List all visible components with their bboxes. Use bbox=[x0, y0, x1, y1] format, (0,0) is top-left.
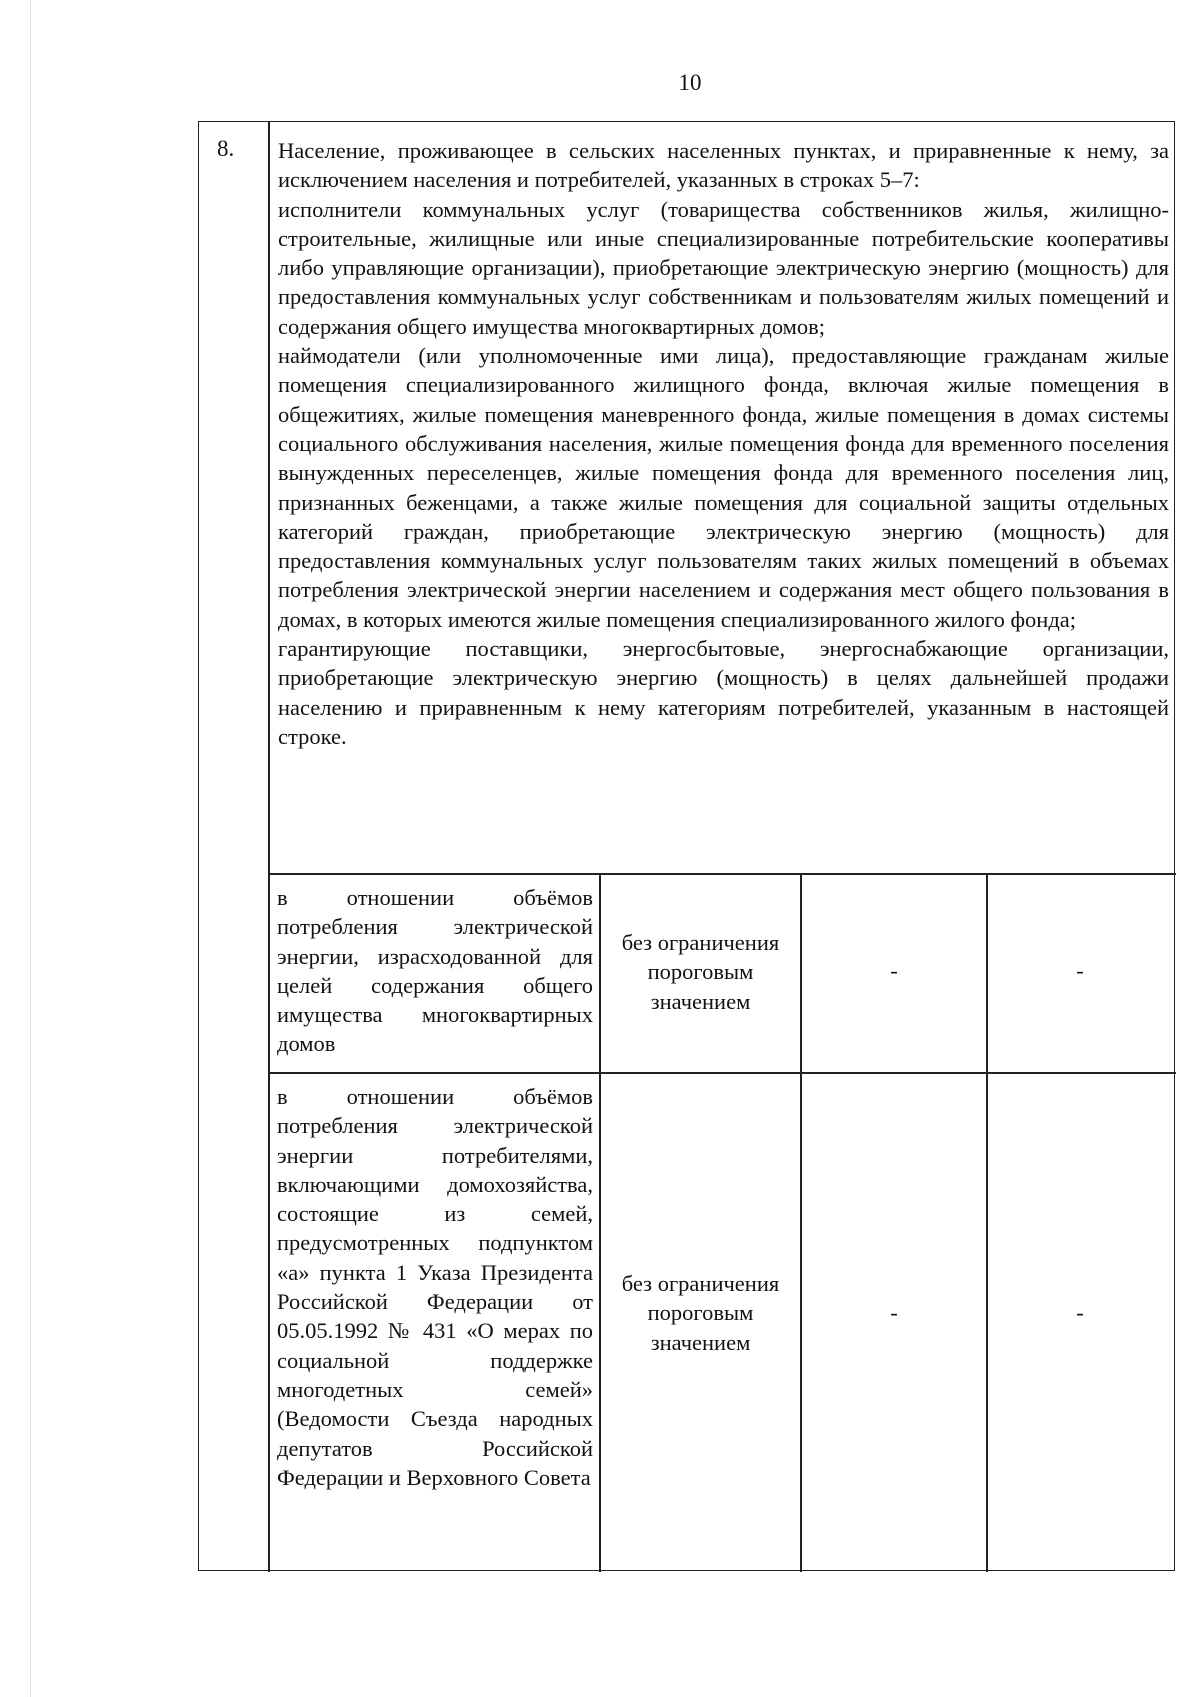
row-paragraph: наймодатели (или уполномоченные ими лица), предоставляющие гражданам жилые помещения специализированного жилищного фонда, включая жилые помещения в общежитиях, жилые помещения маневренного фонда, жилые помещения в домах системы социального обслуживания населения, жилые помещения фонда для временного поселения вынужденных переселенцев, жилые помещения фонда для временного поселения лиц, признанных беженцами, а также жилые помещения для социальной защиты отдельных категорий граждан, приобретающие электрическую энергию (мощность) для предоставления коммунальных услуг пользователям таких жилых помещений в объемах потребления электрической энергии населением и содержания мест общего пользования в домах, в которых имеются жилые помещения специализированного жилого фонда; bbox=[278, 343, 1169, 632]
row-paragraph: Население, проживающее в сельских населенных пунктах, и приравненные к нему, за исключением населения и потребителей, указанных в строках 5–7: bbox=[278, 138, 1169, 193]
subrow-description: в отношении объёмов потребления электрической энергии, израсходованной для целей содержания общего имущества многоквартирных домов bbox=[277, 885, 593, 1057]
row-paragraph: исполнители коммунальных услуг (товарищества собственников жилья, жилищно-строительные, жилищные или иные специализированные потребительские кооперативы либо управляющие организации), приобретающие электрическую энергию (мощность) для предоставления коммунальных услуг собственникам и пользователям жилых помещений и содержания общего имущества многоквартирных домов; bbox=[278, 196, 1169, 339]
subrow-value-dash: - bbox=[1076, 1300, 1084, 1325]
subrow-value-dash: - bbox=[1076, 958, 1084, 983]
row-number: 8. bbox=[217, 136, 235, 161]
table-divider bbox=[268, 122, 270, 1572]
scan-edge-line bbox=[30, 0, 31, 1697]
table-divider bbox=[268, 1072, 1176, 1074]
row-description bbox=[278, 136, 1169, 751]
subrow-description: в отношении объёмов потребления электрической энергии потребителями, включающими домохозяйства, состоящие из семей, предусмотренных подпунктом «а» пункта 1 Указа Президента Российской Федерации от 05.05.1992 № 431 «О мерах по социальной поддержке многодетных семей» (Ведомости Съезда народных депутатов Российской Федерации и Верховного Совета bbox=[277, 1084, 593, 1490]
subrow-threshold: без ограничения пороговым значением bbox=[621, 1271, 780, 1355]
table-divider bbox=[268, 873, 1176, 875]
row-paragraph: гарантирующие поставщики, энергосбытовые, энергоснабжающие организации, приобретающие электрическую энергию (мощность) в целях дальнейшей продажи населению и приравненным к нему категориям потребителей, указанным в настоящей строке. bbox=[278, 636, 1169, 749]
subrow-value-dash: - bbox=[890, 1300, 898, 1325]
subrow-value-dash: - bbox=[890, 958, 898, 983]
subrow-threshold: без ограничения пороговым значением bbox=[621, 930, 780, 1014]
page-number: 10 bbox=[678, 70, 702, 95]
tariff-table bbox=[198, 121, 1175, 1571]
